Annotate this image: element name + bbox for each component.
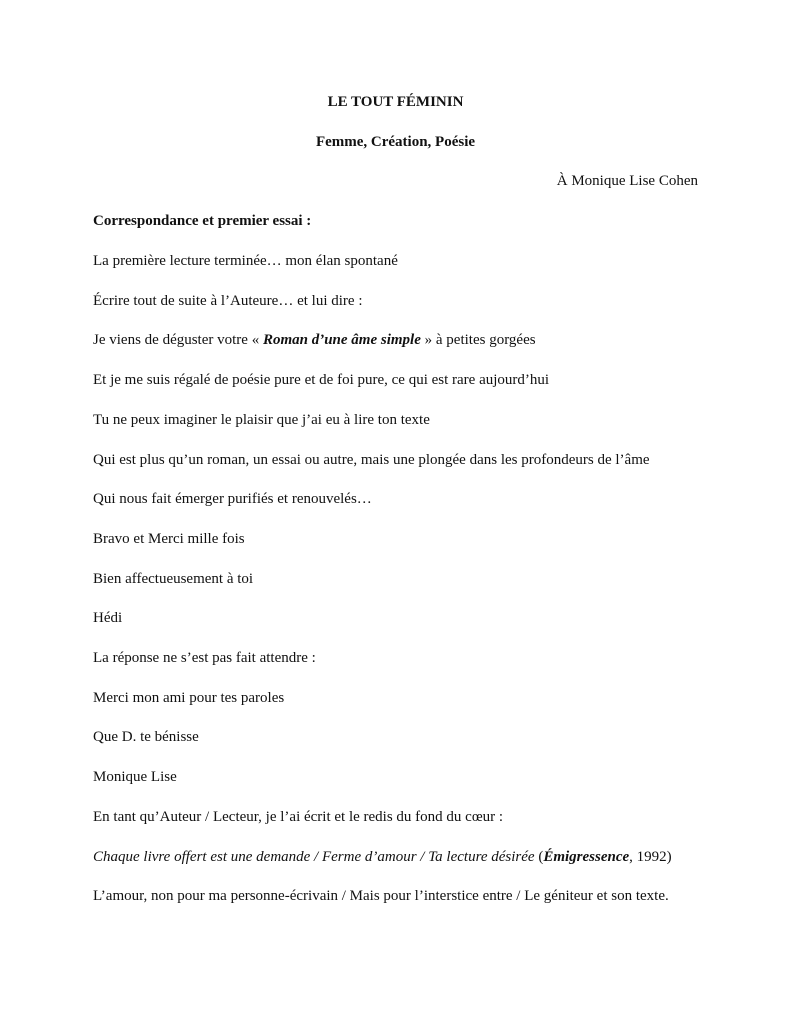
- text-line-17: L’amour, non pour ma personne-écrivain / Mais pour l’interstice entre / Le géniteur et son texte.: [93, 888, 669, 904]
- text-line-13: Que D. te bénisse: [93, 729, 199, 745]
- signature-monique-lise: Monique Lise: [93, 769, 177, 785]
- text-line-16: [93, 848, 672, 866]
- text-line-15: En tant qu’Auteur / Lecteur, je l’ai écrit et le redis du fond du cœur :: [93, 809, 504, 825]
- text-line-6: Qui est plus qu’un roman, un essai ou autre, mais une plongée dans les profondeurs de l’âme: [93, 452, 650, 468]
- citation-close: , 1992): [629, 849, 672, 865]
- document-title: LE TOUT FÉMININ: [327, 94, 464, 110]
- text-line-4: Et je me suis régalé de poésie pure et de foi pure, ce qui est rare aujourd’hui: [93, 372, 550, 388]
- text-line-9: Bien affectueusement à toi: [93, 571, 254, 587]
- text-line-3: [93, 331, 536, 349]
- quote-italic: Chaque livre offert est une demande / Ferme d’amour / Ta lecture désirée: [93, 849, 535, 865]
- dedication: À Monique Lise Cohen: [556, 173, 698, 189]
- document-subtitle: Femme, Création, Poésie: [315, 134, 476, 150]
- signature-hedi: Hédi: [93, 610, 123, 626]
- section-heading: Correspondance et premier essai :: [93, 213, 312, 229]
- text-line-5: Tu ne peux imaginer le plaisir que j’ai eu à lire ton texte: [93, 412, 430, 428]
- text-line-8: Bravo et Merci mille fois: [93, 531, 245, 547]
- text-line-3-start: Je viens de déguster votre «: [93, 332, 263, 348]
- text-line-11: La réponse ne s’est pas fait attendre :: [93, 650, 316, 666]
- text-line-12: Merci mon ami pour tes paroles: [93, 690, 285, 706]
- citation-open: (: [534, 849, 544, 865]
- book-title-roman: Roman d’une âme simple: [262, 332, 421, 348]
- book-title-emigressence: Émigressence: [543, 849, 630, 865]
- text-line-7: Qui nous fait émerger purifiés et renouvelés…: [93, 491, 372, 507]
- text-line-2: Écrire tout de suite à l’Auteure… et lui dire :: [93, 293, 363, 309]
- text-line-1: La première lecture terminée… mon élan spontané: [93, 253, 398, 269]
- text-line-3-end: » à petites gorgées: [420, 332, 536, 348]
